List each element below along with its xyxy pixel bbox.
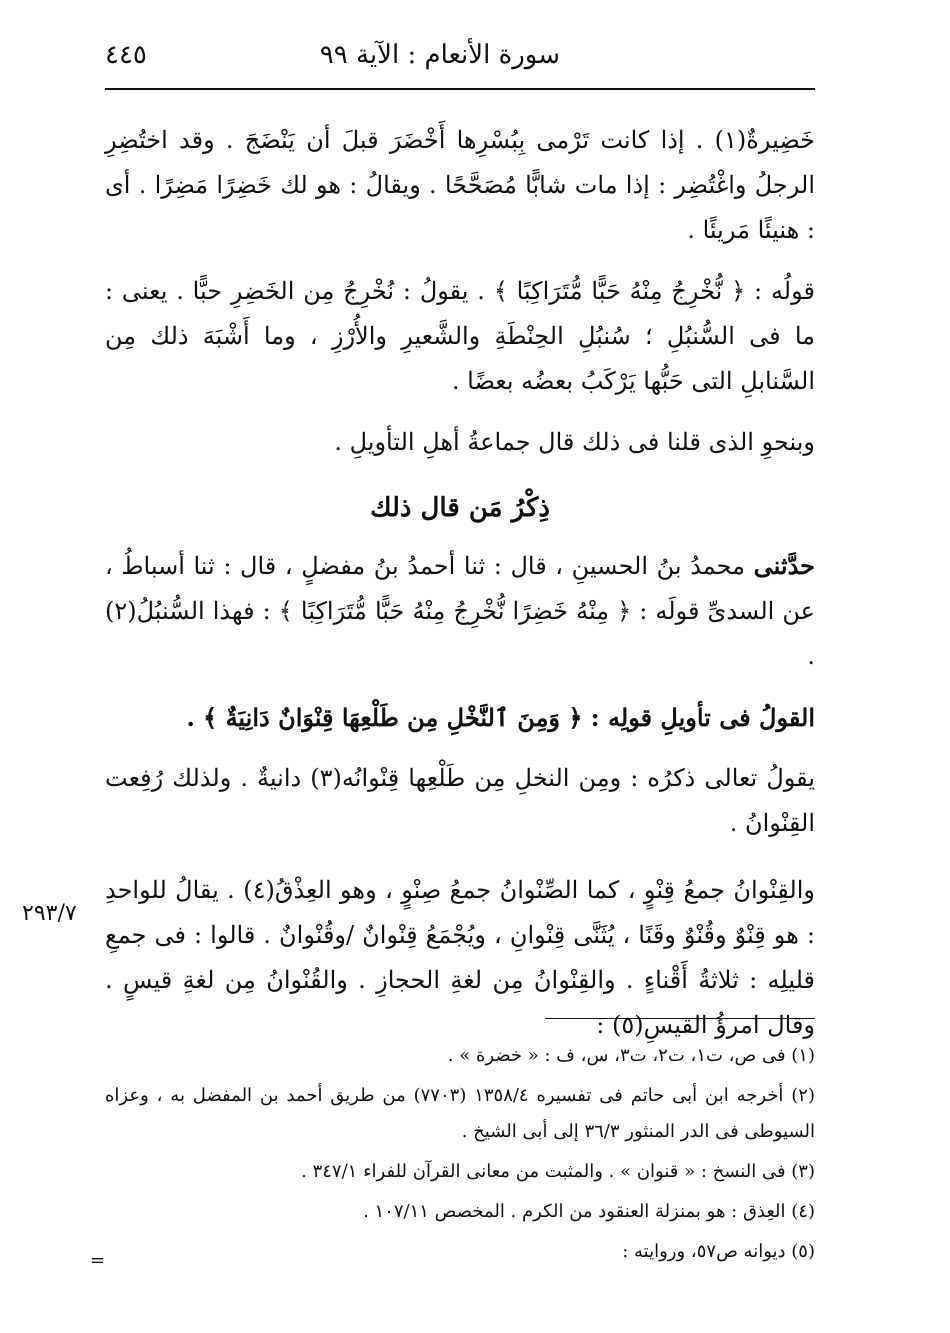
narration-text: محمدُ بنُ الحسينِ ، قال : ثنا أحمدُ بنُ مفضلٍ ، قال : ثنا أسباطُ ، عن السدىِّ قولَه : ﴿ مِنْهُ خَضِرًا نُّخْرِجُ مِنْهُ حَبًّا مُّتَرَاكِبًا ﴾ : فهذا السُّنبُلُ(٢) . (105, 552, 815, 670)
paragraph-4 (105, 543, 815, 679)
margin-reference: ٢٩٣/٧ (22, 901, 77, 926)
section-heading: ذِكْرُ مَن قال ذلك (370, 493, 550, 523)
footnote-3: (٣) فى النسخ : « قنوان » . والمثبت من معانى القرآن للفراء ٣٤٧/١ . (301, 1161, 815, 1182)
running-title: سورة الأنعام : الآية ٩٩ (319, 40, 560, 70)
footnotes (105, 1038, 815, 1274)
footnote-5: (٥) ديوانه ص٥٧، وروايته : (622, 1241, 815, 1262)
footnote-separator (545, 1018, 815, 1019)
paragraph-5-heading: القولُ فى تأويلِ قولِه : ﴿ وَمِنَ ٱلنَّخْلِ مِن طَلْعِهَا قِنْوَانٌ دَانِيَةٌ ﴾ . (186, 703, 815, 732)
footnote-2: (٢) أخرجه ابن أبى حاتم فى تفسيره ١٣٥٨/٤ (٧٧٠٣) من طريق أحمد بن المفضل به ، وعزاه السيوطى فى الدر المنثور ٣٦/٣ إلى أبى الشيخ . (105, 1085, 815, 1142)
paragraph-7: والقِنْوانُ جمعُ قِنْوٍ ، كما الصِّنْوانُ جمعُ صِنْوٍ ، وهو العِذْقُ(٤) . يقالُ للواحدِ : هو قِنْوٌ وقُنْوٌ وقَنًا ، يُثَنَّى قِنْوانِ ، ويُجْمَعُ قِنْوانٌ /وقُنْوانٌ . قالوا : فى جمعِ قليلِه : ثلاثةُ أَقْناءٍ . والقِنْوانُ مِن لغةِ الحجازِ . والقُنْوانُ مِن لغةِ قيسٍ . وقال امرؤُ القيسِ(٥) : (105, 876, 815, 1039)
page-header (105, 32, 815, 90)
page-number: ٤٤٥ (105, 40, 147, 70)
continuation-mark: = (90, 1250, 106, 1271)
main-text (105, 118, 815, 1048)
paragraph-2: قولُه : ﴿ نُّخْرِجُ مِنْهُ حَبًّا مُّتَرَاكِبًا ﴾ . يقولُ : نُخْرِجُ مِن الخَضِرِ حبًّا . يعنى : ما فى السُّنبُلِ ؛ سُنبُلِ الحِنْطَةِ والشَّعيرِ والأُرْزِ ، وما أَشْبَهَ ذلك مِن السَّنابلِ التى حَبُّها يَرْكَبُ بعضُه بعضًا . (105, 277, 815, 395)
paragraph-3: وبنحوِ الذى قلنا فى ذلك قال جماعةُ أهلِ التأويلِ . (334, 428, 815, 456)
paragraph-1: خَضِيرةٌ(١) . إذا كانت تَرْمى بِبُسْرِها أَخْضَرَ قبلَ أن يَنْضَجَ . وقد اختُضِرِ الرجلُ واغْتُضِر : إذا مات شابًّا مُصَحَّحًا . ويقالُ : هو لك خَضِرًا مَضِرًا . أى : هنيئًا مَريئًا . (105, 126, 815, 244)
footnote-1: (١) فى ص، ت١، ت٢، ت٣، س، ف : « خضرة » . (447, 1045, 815, 1066)
narration-lead: حدَّثنى (753, 551, 815, 580)
paragraph-6: يقولُ تعالى ذكرُه : ومِن النخلِ مِن طَلْعِها قِنْوانُه(٣) دانيةٌ . ولذلك رُفِعت القِنْوانُ . (105, 764, 816, 837)
footnote-4: (٤) العِذق : هو بمنزلة العنقود من الكرم . المخصص ١٠٧/١١ . (363, 1201, 815, 1222)
